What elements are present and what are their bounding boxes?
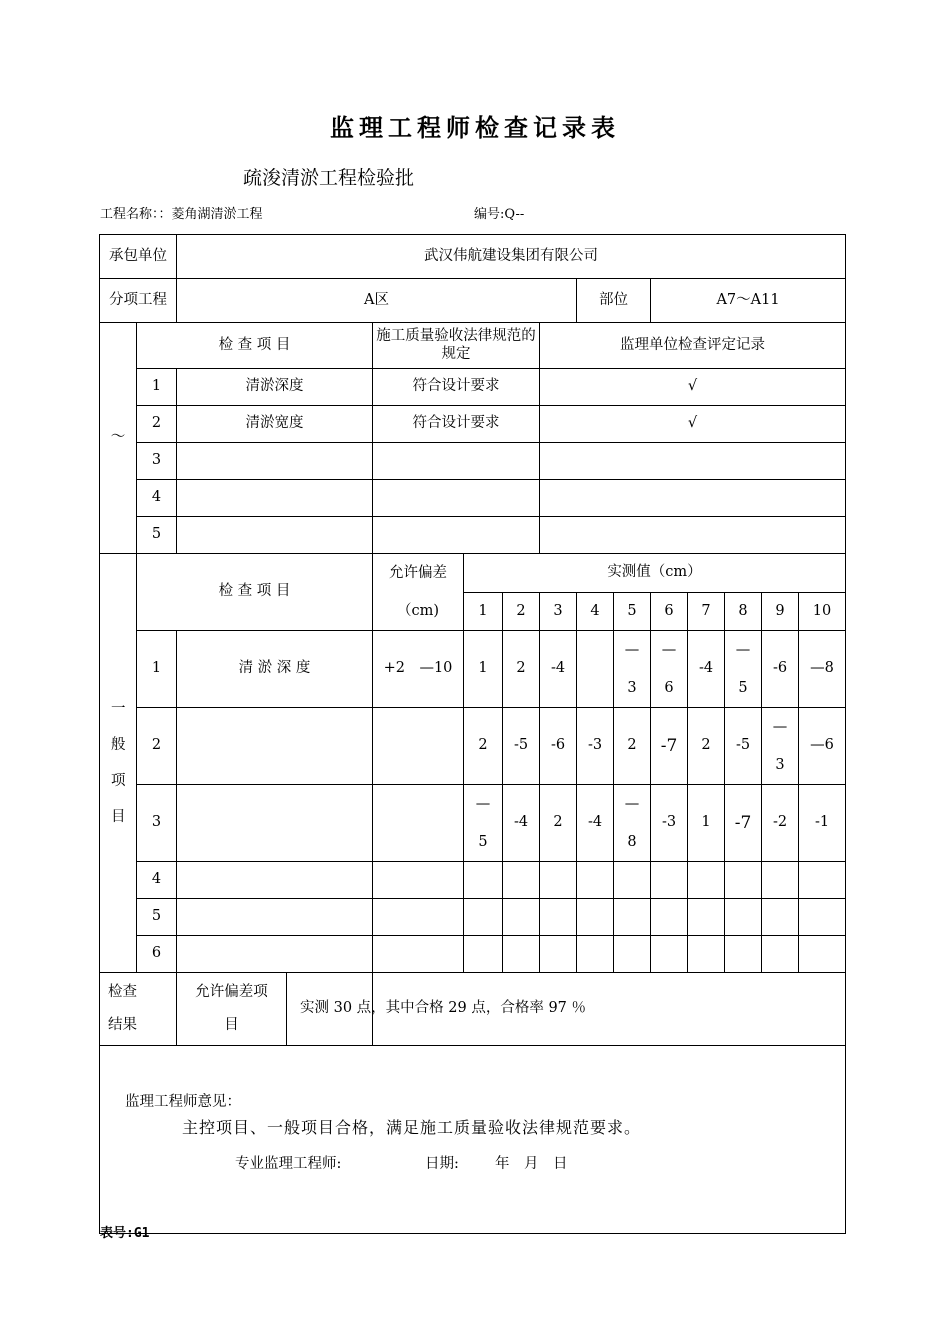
measured-value: 2 (540, 785, 577, 862)
inspection-table (99, 234, 846, 1234)
measured-value (614, 936, 651, 973)
measured-value (614, 862, 651, 899)
result-row (100, 973, 846, 1046)
column-number: 8 (725, 592, 762, 631)
measured-value (503, 936, 540, 973)
row-item (177, 862, 373, 899)
table-row (100, 480, 846, 517)
measured-value: —5 (725, 631, 762, 708)
measured-value: -1 (799, 785, 846, 862)
row-record: √ (540, 406, 846, 443)
measured-value: —8 (799, 631, 846, 708)
measured-value: -5 (503, 708, 540, 785)
row-item: 清淤深度 (177, 369, 373, 406)
subitem-value: A区 (177, 279, 577, 323)
opinion-cell (100, 1046, 846, 1234)
contractor-value: 武汉伟航建设集团有限公司 (177, 235, 846, 279)
row-item: 清淤宽度 (177, 406, 373, 443)
measured-value: -7 (651, 708, 688, 785)
measured-value (762, 862, 799, 899)
contractor-row (100, 235, 846, 279)
measured-value: -2 (762, 785, 799, 862)
measured-value: -3 (651, 785, 688, 862)
document-subtitle: 疏浚清淤工程检验批 (243, 167, 415, 189)
column-number: 9 (762, 592, 799, 631)
column-number: 10 (799, 592, 846, 631)
row-number: 6 (137, 936, 177, 973)
result-text: 实测 30 点，其中合格 29 点，合格率 97 ％ (300, 1000, 587, 1017)
measured-value (799, 862, 846, 899)
measured-value (503, 862, 540, 899)
row-record (540, 517, 846, 554)
measured-value (577, 936, 614, 973)
measured-value: -6 (540, 708, 577, 785)
row-spec: 符合设计要求 (373, 369, 540, 406)
measured-value: —3 (614, 631, 651, 708)
table-row (100, 631, 846, 708)
table-row (100, 443, 846, 480)
row-number: 2 (137, 708, 177, 785)
opinion-text: 主控项目、一般项目合格，满足施工质量验收法律规范要求。 (182, 1118, 642, 1137)
subitem-row (100, 279, 846, 323)
measured-value: —5 (464, 785, 503, 862)
table-row (100, 936, 846, 973)
measured-value (651, 936, 688, 973)
row-tolerance: +2 —10 (373, 631, 464, 708)
row-record (540, 443, 846, 480)
measured-value (725, 936, 762, 973)
row-number: 1 (137, 369, 177, 406)
measured-value: —3 (762, 708, 799, 785)
signer-label: 专业监理工程师: (235, 1156, 342, 1172)
measured-value: -4 (503, 785, 540, 862)
measured-value: 2 (614, 708, 651, 785)
row-record: √ (540, 369, 846, 406)
row-item (177, 785, 373, 862)
measured-value (540, 862, 577, 899)
result-sublabel-cell (177, 973, 587, 1046)
table-row (100, 862, 846, 899)
row-spec: 符合设计要求 (373, 406, 540, 443)
general-side-label: 一般项目 (100, 554, 137, 973)
row-item (177, 936, 373, 973)
general-header-item: 检 查 项 目 (137, 554, 373, 631)
measured-value: —6 (799, 708, 846, 785)
main-control-header-spec: 施工质量验收法律规范的规定 (373, 323, 540, 369)
measured-value: -4 (540, 631, 577, 708)
column-number: 1 (464, 592, 503, 631)
main-control-header-record: 监理单位检查评定记录 (540, 323, 846, 369)
measured-value (464, 862, 503, 899)
row-number: 3 (137, 443, 177, 480)
main-control-header (100, 323, 846, 369)
measured-value (725, 862, 762, 899)
measured-value: —8 (614, 785, 651, 862)
measured-value: -6 (762, 631, 799, 708)
project-name: 工程名称：：菱角湖清淤工程 (100, 207, 263, 222)
main-control-header-item: 检 查 项 目 (137, 323, 373, 369)
location-value: A7～A11 (651, 279, 846, 323)
date-fields: 年 月 日 (495, 1156, 568, 1172)
row-number: 5 (137, 899, 177, 936)
row-number: 2 (137, 406, 177, 443)
general-header-tolerance: 允许偏差 （cm) (373, 554, 464, 631)
column-number: 2 (503, 592, 540, 631)
measured-value (577, 899, 614, 936)
document-title: 监理工程师检查记录表 (330, 114, 620, 142)
table-row (100, 406, 846, 443)
measured-value (762, 899, 799, 936)
table-row (100, 369, 846, 406)
row-tolerance (373, 708, 464, 785)
measured-value (762, 936, 799, 973)
row-item (177, 899, 373, 936)
column-number: 6 (651, 592, 688, 631)
measured-value: 2 (688, 708, 725, 785)
table-row (100, 899, 846, 936)
opinion-label: 监理工程师意见： (125, 1094, 241, 1110)
measured-value (688, 936, 725, 973)
row-item (177, 708, 373, 785)
measured-value (651, 862, 688, 899)
row-tolerance (373, 785, 464, 862)
row-number: 4 (137, 480, 177, 517)
row-tolerance (373, 862, 464, 899)
measured-value (614, 899, 651, 936)
row-item (177, 443, 373, 480)
row-item (177, 480, 373, 517)
measured-value: 2 (464, 708, 503, 785)
measured-value: -4 (577, 785, 614, 862)
measured-value: 2 (503, 631, 540, 708)
main-control-side-label: ～ (100, 323, 137, 554)
measured-value (651, 899, 688, 936)
measured-value: 1 (688, 785, 725, 862)
measured-value (540, 936, 577, 973)
measured-value (688, 899, 725, 936)
column-number: 7 (688, 592, 725, 631)
measured-value (577, 862, 614, 899)
measured-value (799, 936, 846, 973)
table-row (100, 785, 846, 862)
measured-value: 1 (464, 631, 503, 708)
measured-value (540, 899, 577, 936)
opinion-row (100, 1046, 846, 1234)
form-number: 编号:Q-- (474, 207, 525, 222)
row-spec (373, 517, 540, 554)
row-number: 3 (137, 785, 177, 862)
measured-value (725, 899, 762, 936)
table-row (100, 517, 846, 554)
column-number: 4 (577, 592, 614, 631)
date-label: 日期: (425, 1156, 459, 1172)
measured-value: -5 (725, 708, 762, 785)
row-number: 4 (137, 862, 177, 899)
subitem-label: 分项工程 (100, 279, 177, 323)
measured-value: -4 (688, 631, 725, 708)
measured-value (799, 899, 846, 936)
row-number: 5 (137, 517, 177, 554)
result-sublabel: 允许偏差项 目 (177, 973, 287, 1045)
location-label: 部位 (577, 279, 651, 323)
measured-value (577, 631, 614, 708)
row-item: 清 淤 深 度 (177, 631, 373, 708)
general-header-measured: 实测值（cm） (464, 554, 846, 593)
row-number: 1 (137, 631, 177, 708)
column-number: 3 (540, 592, 577, 631)
row-spec (373, 480, 540, 517)
row-record (540, 480, 846, 517)
row-tolerance (373, 936, 464, 973)
measured-value (688, 862, 725, 899)
row-item (177, 517, 373, 554)
measured-value: —6 (651, 631, 688, 708)
column-number: 5 (614, 592, 651, 631)
measured-value (503, 899, 540, 936)
general-header-row (100, 554, 846, 593)
contractor-label: 承包单位 (100, 235, 177, 279)
result-label: 检查 结果 (100, 973, 177, 1046)
row-tolerance (373, 899, 464, 936)
measured-value: -7 (725, 785, 762, 862)
measured-value (464, 899, 503, 936)
measured-value (464, 936, 503, 973)
form-code: 表号:G1 (100, 1226, 150, 1241)
row-spec (373, 443, 540, 480)
table-row (100, 708, 846, 785)
measured-value: -3 (577, 708, 614, 785)
